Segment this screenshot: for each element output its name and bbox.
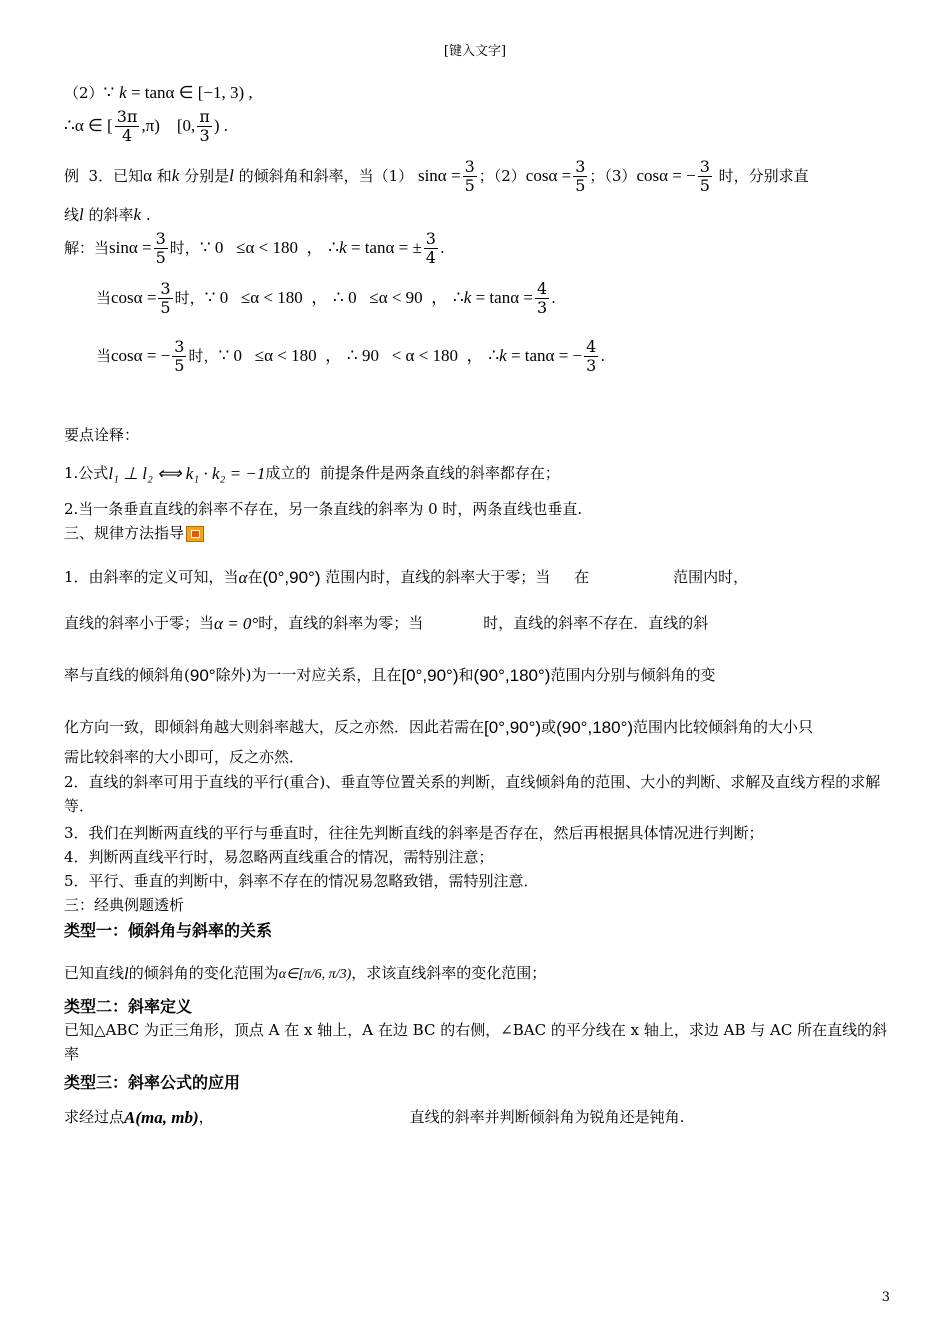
var-k: k: [339, 237, 347, 257]
therefore-expr: ∴α ∈ [: [64, 115, 113, 135]
denominator: 5: [699, 176, 710, 196]
text: 范围内时，: [673, 568, 749, 586]
text: 时，: [188, 346, 219, 365]
math-expr: cosα = −: [111, 345, 171, 365]
solution-line2: [96, 280, 556, 318]
type3-heading: 类型三：斜率公式的应用: [64, 1073, 241, 1092]
fraction: [158, 280, 172, 318]
math-expr: sinα =: [109, 237, 152, 257]
math-expr: ∴ 90 < α < 180 ，: [346, 345, 484, 365]
numerator: 3: [160, 279, 171, 298]
text: 的倾斜角的变化范围为: [128, 964, 279, 982]
examples-title: 三：经典例题透析: [64, 896, 185, 914]
alpha-zero-image: α = 0°: [214, 614, 259, 633]
text: 时，: [169, 238, 200, 257]
numerator: 3: [464, 157, 475, 176]
var-l: l: [229, 165, 234, 185]
therefore-symbol: ∴: [328, 237, 340, 257]
numerator: 3: [575, 157, 586, 176]
fraction: [115, 108, 140, 146]
var-k: k: [119, 83, 127, 102]
rule5: 5．平行、垂直的判断中，斜率不存在的情况易忽略致错，需特别注意．: [64, 872, 539, 890]
text: 时，分别求直: [713, 166, 809, 185]
math-expr: = tanα = ±: [346, 237, 422, 257]
text: 和: [152, 166, 172, 185]
type2-heading: 类型二：斜率定义: [64, 997, 193, 1016]
text: 线: [64, 206, 80, 224]
fraction: [197, 108, 212, 146]
range-image: [0°,90°): [401, 666, 459, 685]
var-k: k: [133, 205, 142, 224]
text: 直线的斜率小于零；当: [64, 614, 215, 632]
text: ，: [198, 1108, 214, 1126]
rule1-line5: 需比较斜率的大小即可，反之亦然．: [64, 748, 305, 766]
text: .: [551, 288, 556, 307]
interval-mid: ,π) [0,: [141, 115, 196, 135]
fraction: [698, 158, 712, 196]
text: 已知直线: [64, 964, 125, 982]
lightbulb-icon[interactable]: [186, 526, 204, 542]
text: 分别是: [179, 166, 230, 185]
rule1-line3: [64, 664, 715, 686]
text: 求经过点: [64, 1108, 125, 1126]
math-expr: = tanα = −: [506, 345, 583, 365]
page-header: [键入文字]: [443, 44, 507, 59]
example3-line1: [64, 158, 809, 196]
numerator: 3: [174, 337, 185, 356]
text: .: [600, 346, 606, 365]
rule4: 4．判断两直线平行时，易忽略两直线重合的情况，需特别注意；: [64, 848, 494, 866]
text: 的倾斜角和斜率，当（1）: [233, 166, 414, 185]
denominator: 5: [160, 298, 171, 318]
text: 时，直线的斜率不存在．直线的斜: [483, 614, 709, 632]
text: 当: [96, 346, 112, 365]
fraction: [463, 158, 477, 196]
text: 范围内比较倾斜角的大小只: [633, 718, 814, 736]
fraction: [424, 230, 438, 268]
because-symbol: ∵: [103, 83, 115, 102]
text: 或: [541, 718, 557, 736]
text: 的斜率: [83, 206, 134, 224]
rule3: 3．我们在判断两直线的平行与垂直时，往往先判断直线的斜率是否存在，然后再根据具体情况进行判断；: [64, 824, 764, 842]
type3-question: [64, 1106, 684, 1128]
math-expr: cosα =: [111, 287, 157, 307]
example-label: 例 3．已知: [64, 166, 144, 185]
text: ；（3）: [589, 166, 637, 185]
text: 成立的 前提条件是两条直线的斜率都存在；: [265, 464, 560, 482]
var-alpha: α: [143, 165, 153, 185]
text: 化方向一致，即倾斜角越大则斜率越大，反之亦然．因此若需在: [64, 718, 485, 736]
math-expr: ∵ 0 ≤α < 180 ，: [218, 345, 343, 365]
text: 范围内分别与倾斜角的变: [550, 666, 716, 684]
ninety-degree-image: 90°: [189, 666, 216, 685]
rule1-line1: [64, 566, 748, 588]
note-2: 2.当一条垂直直线的斜率不存在，另一条直线的斜率为 0 时，两条直线也垂直.: [64, 500, 583, 518]
formula-image: l₁ ⊥ l₂ ⟺ k₁ · k₂ = −1: [108, 464, 266, 483]
fraction: [573, 158, 587, 196]
text: 解：当: [64, 238, 110, 257]
numerator: 3π: [116, 107, 138, 126]
fraction: [535, 280, 549, 318]
range-image: (90°,180°): [556, 718, 634, 737]
denominator: 3: [536, 298, 548, 318]
condition-3: cosα = −: [636, 165, 696, 185]
type1-question: [64, 962, 546, 984]
therefore-symbol: ∴: [488, 345, 500, 365]
equation: = tanα ∈ [−1, 3) ,: [126, 83, 253, 102]
range-image: (0°,90°): [262, 568, 321, 587]
text: 当: [96, 288, 112, 307]
page-number: 3: [881, 1290, 890, 1305]
math-expr: ∵ 0 ≤α < 180 ，: [199, 237, 324, 257]
denominator: 5: [155, 248, 166, 268]
text: 1．由斜率的定义可知，当: [64, 568, 239, 586]
numerator: 3: [699, 157, 710, 176]
denominator: 5: [174, 356, 185, 376]
math-expr: ∴ 0 ≤α < 90 ，: [333, 287, 449, 307]
denominator: 4: [425, 248, 436, 268]
var-k: k: [463, 287, 472, 307]
note-1: [64, 462, 560, 484]
denominator: 4: [121, 126, 133, 146]
text: 和: [458, 666, 474, 684]
type1-heading: 类型一：倾斜角与斜率的关系: [64, 921, 273, 940]
var-k: k: [499, 345, 507, 365]
notes-title: 要点诠释：: [64, 426, 140, 444]
text: 直线的斜率并判断倾斜角为锐角还是钝角.: [409, 1108, 685, 1126]
range-image: α∈[π/6, π/3): [278, 966, 352, 982]
range-image: [0°,90°): [484, 718, 542, 737]
text: 时，直线的斜率为零；当: [258, 614, 424, 632]
example2-line: [64, 82, 253, 103]
example2-result-line: [64, 108, 228, 146]
text: ；（2）: [478, 166, 526, 185]
numerator: π: [199, 107, 210, 126]
text: .: [439, 238, 445, 257]
text: 率与直线的倾斜角(: [64, 666, 190, 684]
rule2: 2．直线的斜率可用于直线的平行(重合)、垂直等位置关系的判断，直线倾斜角的范围、大小的判断、求解及直线方程的求解等．: [64, 773, 881, 815]
range-image: (90°,180°): [473, 666, 551, 685]
section-heading: 三、规律方法指导: [64, 524, 185, 542]
var-k: k: [171, 165, 180, 185]
denominator: 3: [586, 356, 597, 376]
fraction: [172, 338, 186, 376]
text: 时，: [174, 288, 205, 307]
text: .: [141, 206, 151, 224]
text: 范围内时，直线的斜率大于零；当 在: [325, 568, 590, 586]
math-expr: = tanα =: [471, 287, 533, 307]
fraction: [584, 338, 598, 376]
type2-question: 已知△ABC 为正三角形，顶点 A 在 x 轴上，A 在边 BC 的右侧，∠BAC 的平分线在 x 轴上，求边 AB 与 AC 所在直线的斜率: [64, 1021, 888, 1063]
math-expr: ∵ 0 ≤α < 180 ，: [204, 287, 329, 307]
numerator: 3: [155, 229, 166, 248]
rule1-line4: [64, 716, 813, 738]
numerator: 4: [586, 337, 597, 356]
example3-line2: [64, 204, 151, 225]
fraction: [154, 230, 168, 268]
denominator: 5: [575, 176, 586, 196]
text: 1.公式: [64, 464, 109, 482]
text: 除外)为一一对应关系，且在: [215, 666, 402, 684]
alpha-image: α: [238, 568, 248, 587]
text: ，求该直线斜率的变化范围；: [351, 964, 547, 982]
numerator: 4: [536, 279, 548, 298]
denominator: 5: [464, 176, 475, 196]
denominator: 3: [199, 126, 210, 146]
var-l: l: [79, 205, 84, 224]
condition-1: sinα =: [417, 165, 461, 185]
section3-title: [64, 522, 204, 543]
text: 在: [247, 568, 263, 586]
solution-line3: [96, 338, 605, 376]
item-label: （2）: [64, 84, 104, 102]
solution-line1: [64, 230, 445, 268]
numerator: 3: [425, 229, 436, 248]
condition-2: cosα =: [525, 165, 572, 185]
var-l-image: l: [124, 964, 129, 983]
therefore-symbol: ∴: [452, 287, 464, 307]
point-image: A(ma, mb): [124, 1108, 199, 1127]
interval-end: ) .: [213, 115, 228, 135]
rule1-line2: [64, 612, 708, 634]
